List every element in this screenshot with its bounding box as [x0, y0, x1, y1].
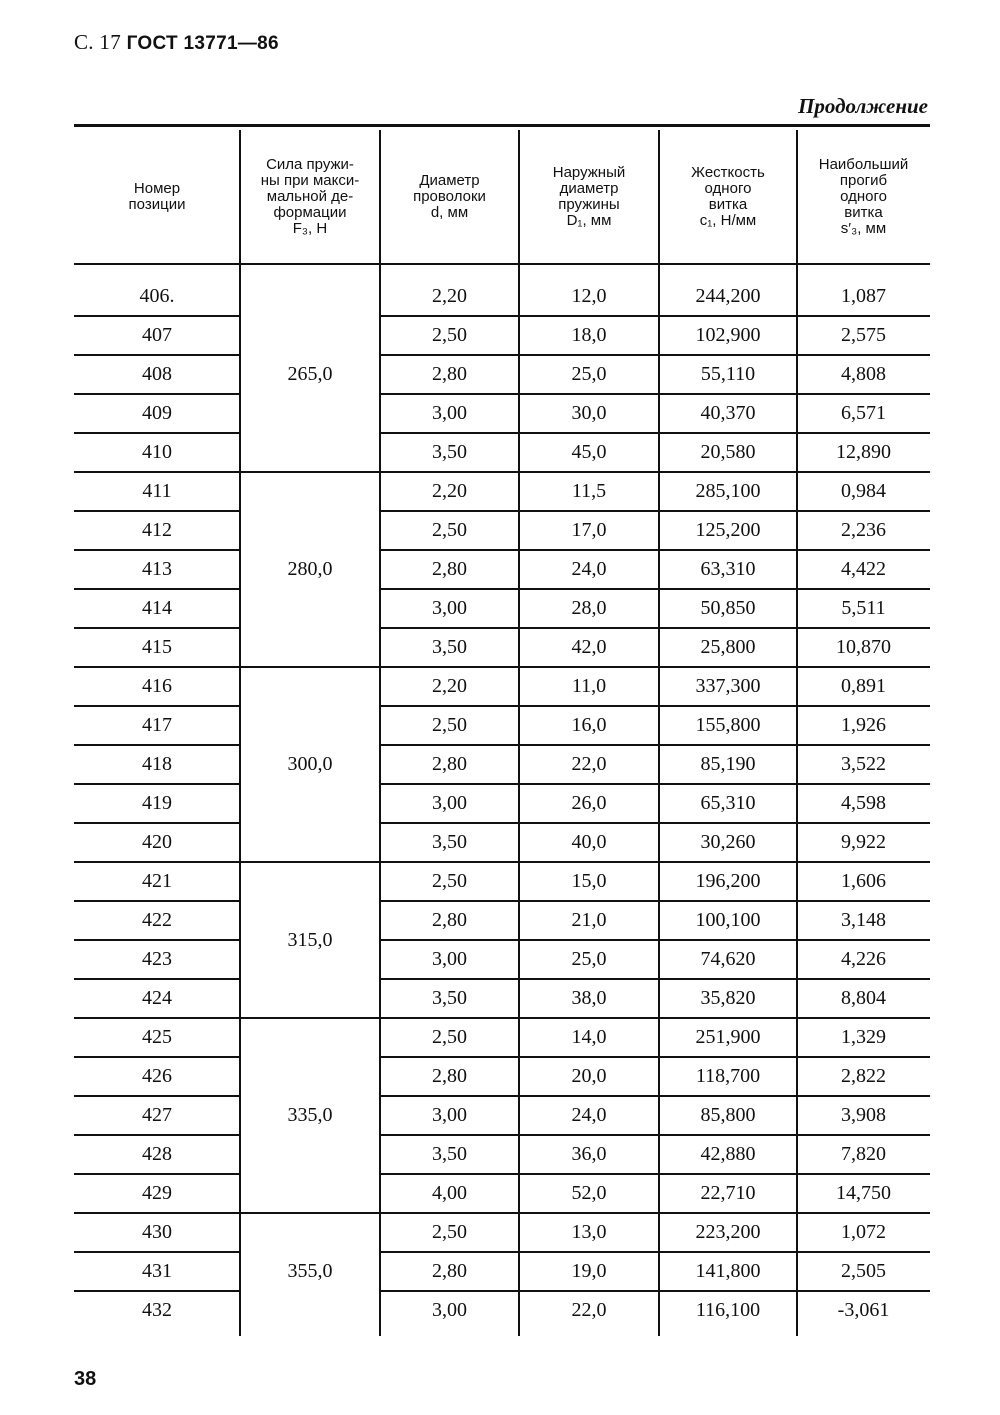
position-number: 425	[142, 1026, 172, 1048]
table-cell: 3,50	[432, 987, 467, 1009]
table-cell: -3,061	[837, 1299, 890, 1321]
table-cell: 13,0	[571, 1221, 607, 1243]
table-cell: 17,0	[571, 519, 607, 541]
table-cell: 85,800	[700, 1104, 756, 1126]
table-cell: 251,900	[695, 1026, 761, 1048]
table-cell: 1,606	[841, 870, 886, 892]
table-cell: 52,0	[571, 1182, 607, 1204]
table-cell: 26,0	[571, 792, 607, 814]
table-cell: 3,50	[432, 636, 467, 658]
table-cell: 42,0	[571, 636, 607, 658]
table-cell: 85,190	[700, 753, 756, 775]
column-header-4: Наружный диаметр пружины D₁, мм	[552, 163, 626, 229]
table-cell: 3,148	[841, 909, 886, 931]
table-cell: 3,00	[432, 402, 467, 424]
table-cell: 3,00	[432, 792, 467, 814]
table-cell: 50,850	[700, 597, 756, 619]
table-cell: 4,422	[841, 558, 886, 580]
position-number: 423	[142, 948, 172, 970]
table-cell: 2,80	[432, 1260, 467, 1282]
table-cell: 18,0	[571, 324, 607, 346]
table-cell: 22,0	[571, 1299, 607, 1321]
column-header-1: Номер позиции	[128, 179, 186, 213]
table-cell: 74,620	[700, 948, 756, 970]
column-header-5: Жесткость одного витка c₁, Н/мм	[691, 163, 765, 229]
position-number: 422	[142, 909, 172, 931]
table-cell: 141,800	[695, 1260, 761, 1282]
table-cell: 40,370	[700, 402, 756, 424]
table-cell: 3,00	[432, 948, 467, 970]
table-cell: 2,50	[432, 714, 467, 736]
table-cell: 3,50	[432, 831, 467, 853]
table-cell: 6,571	[841, 402, 886, 424]
table-cell: 11,5	[571, 480, 607, 502]
table-cell: 3,50	[432, 1143, 467, 1165]
force-value: 265,0	[287, 363, 333, 385]
continuation-label: Продолжение	[798, 94, 928, 118]
table-cell: 2,575	[841, 324, 886, 346]
table-cell: 55,110	[700, 363, 756, 385]
table-cell: 30,260	[700, 831, 756, 853]
table-cell: 5,511	[841, 597, 886, 619]
position-number: 411	[142, 480, 172, 502]
table-cell: 100,100	[695, 909, 761, 931]
table-cell: 155,800	[695, 714, 761, 736]
position-number: 408	[142, 363, 172, 385]
table-cell: 2,20	[432, 285, 467, 307]
position-number: 431	[142, 1260, 172, 1282]
table-cell: 337,300	[695, 675, 761, 697]
position-number: 416	[142, 675, 172, 697]
table-cell: 3,50	[432, 441, 467, 463]
position-number: 407	[142, 324, 172, 346]
table-cell: 196,200	[695, 870, 761, 892]
table-cell: 2,80	[432, 363, 467, 385]
table-cell: 2,80	[432, 753, 467, 775]
running-head	[74, 30, 279, 55]
position-number: 421	[142, 870, 172, 892]
table-cell: 4,808	[841, 363, 886, 385]
page-number: 38	[74, 1368, 97, 1390]
table-cell: 45,0	[571, 441, 607, 463]
table-cell: 2,20	[432, 480, 467, 502]
position-number: 412	[142, 519, 172, 541]
table-cell: 25,800	[700, 636, 756, 658]
position-number: 418	[142, 753, 172, 775]
position-number: 409	[142, 402, 172, 424]
table-cell: 125,200	[695, 519, 761, 541]
table-cell: 3,00	[432, 597, 467, 619]
position-number: 424	[142, 987, 172, 1009]
position-number: 432	[142, 1299, 172, 1321]
table-cell: 9,922	[841, 831, 886, 853]
table-cell: 2,80	[432, 558, 467, 580]
position-number: 428	[142, 1143, 172, 1165]
table-cell: 19,0	[571, 1260, 607, 1282]
position-number: 420	[142, 831, 172, 853]
table-cell: 2,80	[432, 1065, 467, 1087]
table-cell: 1,072	[841, 1221, 886, 1243]
table-cell: 1,329	[841, 1026, 886, 1048]
force-value: 300,0	[287, 753, 333, 775]
table-cell: 3,00	[432, 1299, 467, 1321]
force-value: 355,0	[287, 1260, 333, 1282]
force-value: 315,0	[287, 928, 333, 951]
table-cell: 102,900	[695, 324, 761, 346]
table-cell: 3,522	[841, 753, 886, 775]
table-cell: 21,0	[571, 909, 607, 931]
table-cell: 16,0	[571, 714, 607, 736]
table-cell: 15,0	[571, 870, 607, 892]
table-cell: 2,505	[841, 1260, 886, 1282]
table-cell: 38,0	[571, 987, 607, 1009]
table-cell: 0,984	[841, 480, 886, 502]
position-number: 413	[142, 558, 172, 580]
table-cell: 1,087	[841, 285, 886, 307]
standard-code: ГОСТ 13771—86	[126, 33, 279, 54]
table-cell: 2,236	[841, 519, 886, 541]
table-cell: 10,870	[836, 636, 891, 658]
table-cell: 118,700	[695, 1065, 761, 1087]
table-cell: 2,80	[432, 909, 467, 931]
table-cell: 11,0	[571, 675, 607, 697]
table-cell: 4,00	[432, 1182, 467, 1204]
table-cell: 30,0	[571, 402, 607, 424]
position-number: 419	[142, 792, 172, 814]
table-cell: 223,200	[695, 1221, 761, 1243]
table-cell: 0,891	[841, 675, 886, 697]
position-number: 414	[142, 597, 172, 619]
position-number: 417	[142, 714, 172, 736]
table-cell: 4,226	[841, 948, 886, 970]
table-cell: 20,0	[571, 1065, 607, 1087]
page-prefix: С. 17	[74, 30, 122, 54]
table-cell: 2,50	[432, 324, 467, 346]
position-number: 426	[142, 1065, 172, 1087]
table-cell: 4,598	[841, 792, 886, 814]
table-cell: 2,20	[432, 675, 467, 697]
table-cell: 2,50	[432, 870, 467, 892]
position-number: 410	[142, 441, 172, 463]
position-number: 429	[142, 1182, 172, 1204]
table-cell: 63,310	[700, 558, 756, 580]
column-header-3: Диаметр проволоки d, мм	[413, 171, 486, 221]
table-cell: 244,200	[695, 285, 761, 307]
table-top-rule	[74, 124, 930, 127]
table-cell: 12,0	[571, 285, 607, 307]
table-cell: 22,710	[700, 1182, 756, 1204]
table-cell: 24,0	[571, 1104, 607, 1126]
position-number: 415	[142, 636, 172, 658]
table-cell: 65,310	[700, 792, 756, 814]
table-cell: 14,750	[836, 1182, 891, 1204]
position-number: 406.	[139, 285, 175, 307]
force-value: 280,0	[287, 558, 333, 580]
table-cell: 116,100	[695, 1299, 761, 1321]
table-cell: 285,100	[695, 480, 761, 502]
table-cell: 40,0	[571, 831, 607, 853]
table-cell: 2,50	[432, 519, 467, 541]
column-header-6: Наибольший прогиб одного витка s′₃, мм	[818, 155, 909, 237]
table-cell: 7,820	[841, 1143, 886, 1165]
table-cell: 36,0	[571, 1143, 607, 1165]
table-cell: 2,50	[432, 1026, 467, 1048]
table-cell: 3,908	[841, 1104, 886, 1126]
table-cell: 25,0	[571, 948, 607, 970]
position-number: 430	[142, 1221, 172, 1243]
header-bottom-rule	[74, 263, 930, 265]
table-cell: 20,580	[700, 441, 756, 463]
table-cell: 28,0	[571, 597, 607, 619]
force-value: 335,0	[287, 1104, 333, 1126]
table-cell: 2,822	[841, 1065, 886, 1087]
table-cell: 24,0	[571, 558, 607, 580]
position-number: 427	[142, 1104, 172, 1126]
table-cell: 35,820	[700, 987, 756, 1009]
table-cell: 42,880	[700, 1143, 756, 1165]
table-cell: 2,50	[432, 1221, 467, 1243]
table-cell: 25,0	[571, 363, 607, 385]
table-cell: 22,0	[571, 753, 607, 775]
table-cell: 1,926	[841, 714, 886, 736]
table-cell: 3,00	[432, 1104, 467, 1126]
table-cell: 12,890	[836, 441, 891, 463]
column-header-2: Сила пружи- ны при макси- мальной де- формации F₃, Н	[260, 155, 360, 237]
table-cell: 8,804	[841, 987, 886, 1009]
table-cell: 14,0	[571, 1026, 607, 1048]
